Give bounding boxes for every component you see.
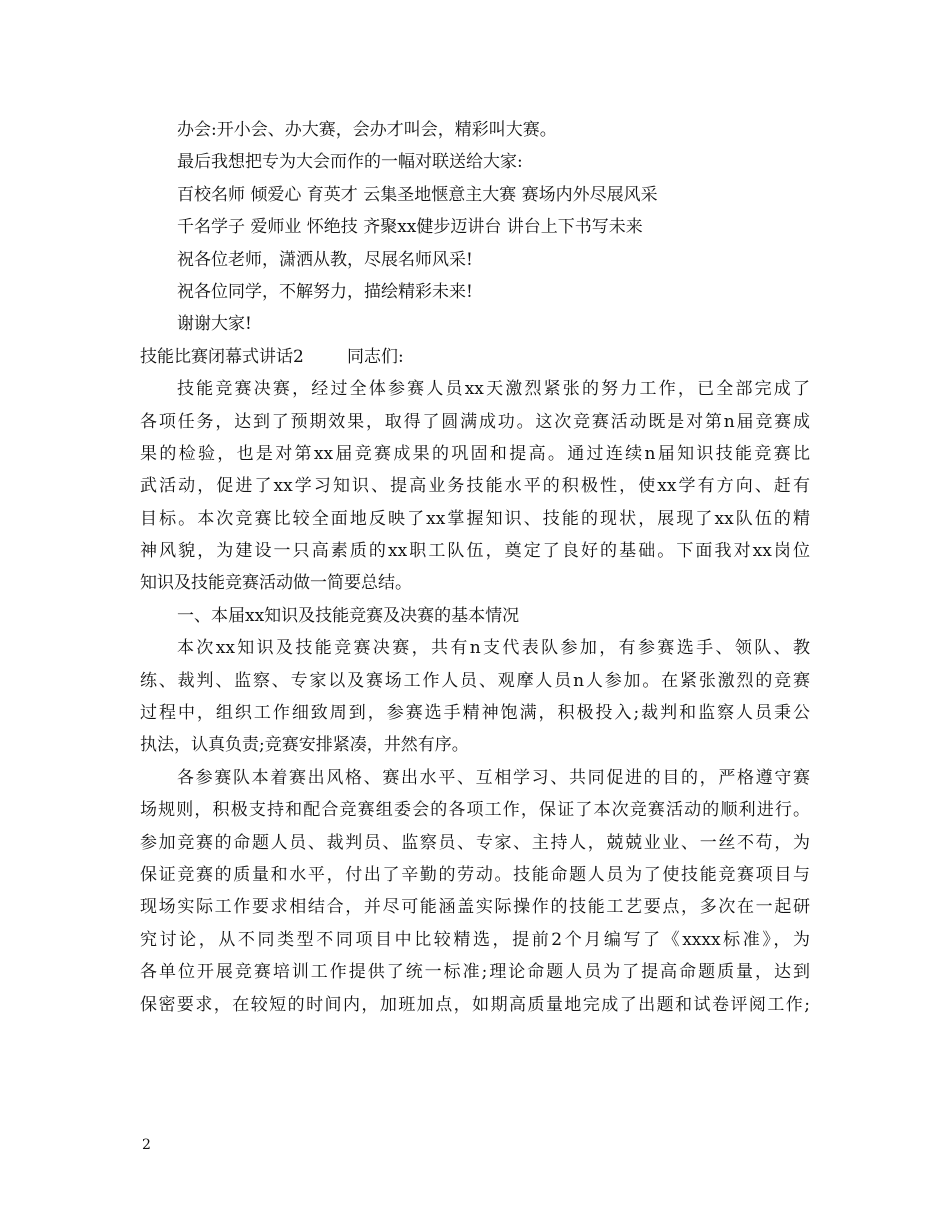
couplet-line: 百校名师 倾爱心 育英才 云集圣地惬意主大赛 赛场内外尽展风采 [177, 184, 658, 205]
paragraph-line: 过程中，组织工作细致周到，参赛选手精神饱满，积极投入;裁判和监察人员秉公 [140, 703, 810, 724]
paragraph-line: 执法，认真负责;竞赛安排紧凑，井然有序。 [140, 735, 469, 756]
paragraph-line: 场规则，积极支持和配合竞赛组委会的各项工作，保证了本次竞赛活动的顺利进行。 [140, 800, 810, 821]
paragraph-line: 保证竞赛的质量和水平，付出了辛勤的劳动。技能命题人员为了使技能竞赛项目与 [140, 864, 810, 885]
subheading: 一、本届xx知识及技能竞赛及决赛的基本情况 [177, 605, 520, 626]
couplet-line: 千名学子 爱师业 怀绝技 齐聚xx健步迈讲台 讲台上下书写未来 [177, 217, 643, 238]
paragraph-line: 保密要求，在较短的时间内，加班加点，如期高质量地完成了出题和试卷评阅工作; [140, 994, 810, 1015]
text-line: 办会:开小会、办大赛，会办才叫会，精彩叫大赛。 [177, 120, 557, 140]
paragraph-line: 果的检验，也是对第xx届竞赛成果的巩固和提高。通过连续n届知识技能竞赛比 [140, 443, 810, 464]
paragraph-line: 练、裁判、监察、专家以及赛场工作人员、观摩人员n人参加。在紧张激烈的竞赛 [140, 670, 810, 691]
paragraph-line: 各单位开展竞赛培训工作提供了统一标准;理论命题人员为了提高命题质量，达到 [140, 962, 810, 983]
paragraph-line: 各项任务，达到了预期效果，取得了圆满成功。这次竞赛活动既是对第n届竞赛成 [140, 411, 810, 432]
paragraph-line: 知识及技能竞赛活动做一简要总结。 [140, 573, 412, 594]
section-title: 技能比赛闭幕式讲话2 同志们: [140, 346, 404, 367]
paragraph-line: 参加竞赛的命题人员、裁判员、监察员、专家、主持人，兢兢业业、一丝不苟，为 [140, 832, 810, 853]
text-line: 谢谢大家! [177, 314, 252, 335]
paragraph-line: 各参赛队本着赛出风格、赛出水平、互相学习、共同促进的目的，严格遵守赛 [177, 767, 810, 788]
text-line: 祝各位老师，潇洒从教，尽展名师风采! [177, 249, 473, 270]
page-number: 2 [142, 1137, 151, 1153]
paragraph-line: 现场实际工作要求相结合，并尽可能涵盖实际操作的技能工艺要点，多次在一起研 [140, 897, 810, 918]
paragraph-line: 究讨论，从不同类型不同项目中比较精选，提前2个月编写了《xxxx标准》，为 [140, 929, 810, 950]
paragraph-line: 武活动，促进了xx学习知识、提高业务技能水平的积极性，使xx学有方向、赶有 [140, 476, 810, 497]
paragraph-line: 目标。本次竞赛比较全面地反映了xx掌握知识、技能的现状，展现了xx队伍的精 [140, 508, 810, 529]
paragraph-line: 技能竞赛决赛，经过全体参赛人员xx天激烈紧张的努力工作，已全部完成了 [177, 379, 810, 400]
text-line: 祝各位同学，不解努力，描绘精彩未来! [177, 281, 473, 302]
paragraph-line: 神风貌，为建设一只高素质的xx职工队伍，奠定了良好的基础。下面我对xx岗位 [140, 541, 810, 562]
paragraph-line: 本次xx知识及技能竞赛决赛，共有n支代表队参加，有参赛选手、领队、教 [177, 638, 810, 659]
text-line: 最后我想把专为大会而作的一幅对联送给大家: [177, 152, 523, 173]
body-text [140, 114, 810, 1021]
